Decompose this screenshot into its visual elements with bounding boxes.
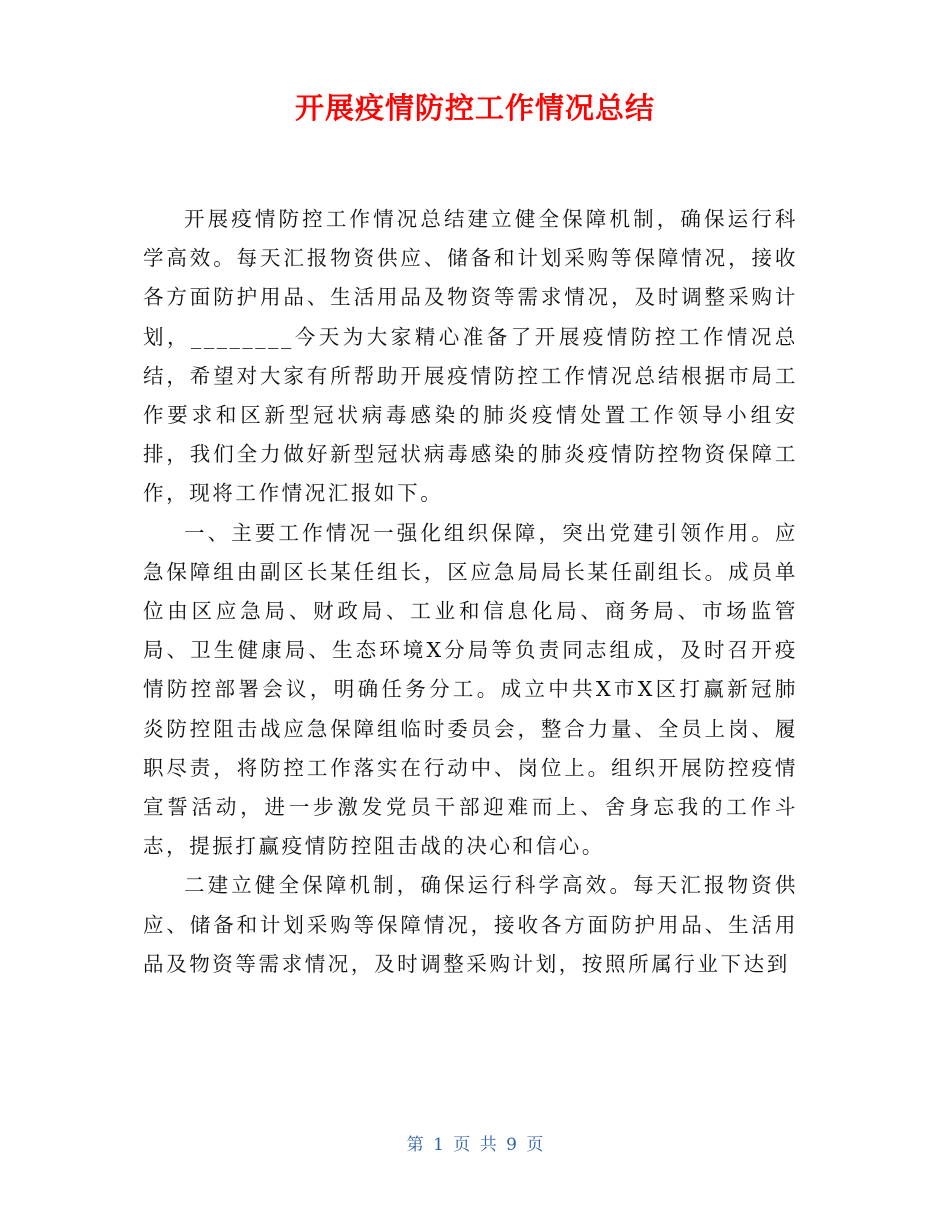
page-number-footer: 第 1 页 共 9 页 <box>406 1135 544 1155</box>
document-title: 开展疫情防控工作情况总结 <box>294 91 655 125</box>
body-paragraph-2: 一、主要工作情况一强化组织保障，突出党建引领作用。应急保障组由副区长某任组长，区应急局局长某任副组长。成员单位由区应急局、财政局、工业和信息化局、商务局、市场监管局、卫生健康局、生态环境X分局等负责同志组成，及时召开疫情防控部署会议，明确任务分工。成立中共X市X区打赢新冠肺炎防控阻击战应急保障组临时委员会，整合力量、全员上岗、履职尽责，将防控工作落实在行动中、岗位上。组织开展防控疫情宣誓活动，进一步激发党员干部迎难而上、舍身忘我的工作斗志，提振打赢疫情防控阻击战的决心和信心。 <box>143 520 798 859</box>
document-body <box>143 200 798 984</box>
body-paragraph-1: 开展疫情防控工作情况总结建立健全保障机制，确保运行科学高效。每天汇报物资供应、储备和计划采购等保障情况，接收各方面防护用品、生活用品及物资等需求情况，及时调整采购计划，________今天为大家精心准备了开展疫情防控工作情况总结，希望对大家有所帮助开展疫情防控工作情况总结根据市局工作要求和区新型冠状病毒感染的肺炎疫情处置工作领导小组安排，我们全力做好新型冠状病毒感染的肺炎疫情防控物资保障工作，现将工作情况汇报如下。 <box>143 207 798 506</box>
body-paragraph-3: 二建立健全保障机制，确保运行科学高效。每天汇报物资供应、储备和计划采购等保障情况，接收各方面防护用品、生活用品及物资等需求情况，及时调整采购计划，按照所属行业下达到 <box>143 873 798 976</box>
